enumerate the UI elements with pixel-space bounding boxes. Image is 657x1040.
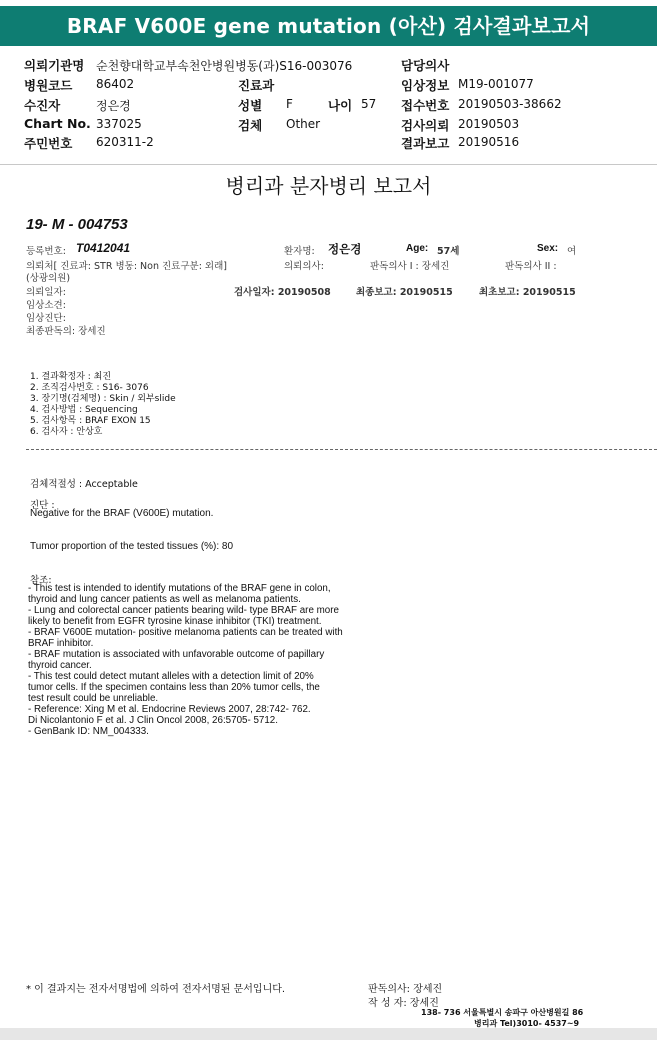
clinical-info-label: 임상정보 bbox=[401, 78, 450, 93]
age-value: 57 bbox=[361, 97, 377, 111]
e-signature-note: * 이 결과지는 전자서명법에 의하여 전자서명된 문서입니다. bbox=[26, 984, 286, 995]
specimen-label: 검체 bbox=[238, 118, 263, 133]
bottom-bar bbox=[0, 1028, 657, 1040]
header-divider bbox=[0, 164, 657, 165]
exam-date: 검사일자: 20190508 bbox=[234, 287, 331, 298]
resident-no-value: 620311-2 bbox=[96, 135, 154, 149]
final-reader: 최종판독의: 장세진 bbox=[26, 326, 106, 337]
report-date-label: 결과보고 bbox=[401, 136, 450, 151]
chart-no-value: 337025 bbox=[96, 117, 142, 131]
item-2: 2. 조직검사번호 : S16- 3076 bbox=[30, 383, 149, 393]
note-line-6: BRAF inhibitor. bbox=[28, 638, 94, 649]
sex-value-2: 여 bbox=[567, 246, 577, 257]
tumor-proportion: Tumor proportion of the tested tissues (%): 80 bbox=[30, 541, 234, 552]
clinical-diagnosis-label: 임상진단: bbox=[26, 313, 66, 324]
referral-date-label: 의뢰일자: bbox=[26, 287, 66, 298]
accession-no-label: 접수번호 bbox=[401, 98, 450, 113]
report-banner-title: BRAF V600E gene mutation (아산) 검사결과보고서 bbox=[66, 14, 591, 38]
registration-value: T0412041 bbox=[76, 241, 131, 255]
pathologist-2: 판독의사 II : bbox=[505, 261, 557, 272]
department-label: 진료과 bbox=[238, 78, 275, 93]
age-label-2: Age: bbox=[406, 243, 429, 254]
note-line-12: - Reference: Xing M et al. Endocrine Reviews 2007, 28:742- 762. bbox=[28, 704, 311, 715]
footer-pathologist: 판독의사: 장세진 bbox=[368, 984, 443, 995]
patient-name-value: 정은경 bbox=[328, 242, 362, 256]
request-date-label: 검사의뢰 bbox=[401, 118, 450, 133]
request-date-value: 20190503 bbox=[458, 117, 520, 131]
institution-value: 순천향대학교부속천안병원병동(과)S16-003076 bbox=[96, 59, 353, 73]
final-report-date: 최종보고: 20190515 bbox=[356, 287, 453, 298]
referring-doctor-label: 의뢰의사: bbox=[284, 261, 324, 272]
hospital-code-label: 병원코드 bbox=[24, 78, 73, 93]
diagnosis-text: Negative for the BRAF (V600E) mutation. bbox=[30, 508, 214, 519]
sex-label: 성별 bbox=[238, 98, 263, 113]
note-line-2: thyroid and lung cancer patients as well as melanoma patients. bbox=[28, 594, 301, 605]
note-line-9: - This test could detect mutant alleles with a detection limit of 20% bbox=[28, 671, 314, 682]
patient-name-label: 환자명: bbox=[284, 246, 315, 257]
note-line-11: test result could be unreliable. bbox=[28, 693, 159, 704]
referrer-line: 의뢰처[ 진료과: STR 병동: Non 진료구분: 외래] bbox=[26, 261, 227, 272]
clinical-info-value: M19-001077 bbox=[458, 77, 534, 91]
report-title: 병리과 분자병리 보고서 bbox=[225, 174, 432, 198]
specimen-adequacy: 검체적절성 : Acceptable bbox=[30, 479, 138, 490]
note-line-5: - BRAF V600E mutation- positive melanoma patients can be treated with bbox=[28, 627, 343, 638]
item-4: 4. 검사방법 : Sequencing bbox=[30, 405, 138, 415]
sex-label-2: Sex: bbox=[537, 243, 559, 254]
note-line-4: likely to benefit from EGFR tyrosine kinase inhibitor (TKI) treatment. bbox=[28, 616, 322, 627]
pathologist-1: 판독의사 I : 장세진 bbox=[370, 261, 450, 272]
first-report-date: 최초보고: 20190515 bbox=[479, 287, 576, 298]
referrer-continued: (상광의원) bbox=[26, 273, 71, 284]
note-line-1: - This test is intended to identify mutations of the BRAF gene in colon, bbox=[28, 583, 331, 594]
item-1: 1. 결과확정자 : 최진 bbox=[30, 372, 112, 382]
clinical-findings-label: 임상소견: bbox=[26, 300, 66, 311]
attending-doctor-label: 담당의사 bbox=[401, 58, 450, 73]
note-line-7: - BRAF mutation is associated with unfavorable outcome of papillary bbox=[28, 649, 325, 660]
note-line-8: thyroid cancer. bbox=[28, 660, 92, 671]
sex-value: F bbox=[286, 97, 293, 111]
item-6: 6. 검사자 : 안상호 bbox=[30, 427, 103, 437]
footer-phone: 병리과 Tel)3010- 4537~9 bbox=[474, 1019, 580, 1028]
case-number: 19- M - 004753 bbox=[26, 216, 128, 233]
note-line-10: tumor cells. If the specimen contains less than 20% tumor cells, the bbox=[28, 682, 320, 693]
note-line-3: - Lung and colorectal cancer patients bearing wild- type BRAF are more bbox=[28, 605, 339, 616]
note-line-14: - GenBank ID: NM_004333. bbox=[28, 726, 149, 737]
patient-value: 정은경 bbox=[96, 99, 131, 113]
section-divider bbox=[26, 449, 657, 450]
resident-no-label: 주민번호 bbox=[24, 136, 73, 151]
chart-no-label: Chart No. bbox=[24, 116, 91, 131]
report-date-value: 20190516 bbox=[458, 135, 520, 149]
age-value-2: 57세 bbox=[437, 246, 460, 257]
item-3: 3. 장기명(검체명) : Skin / 외부slide bbox=[30, 394, 176, 404]
registration-label: 등록번호: bbox=[26, 246, 66, 257]
institution-label: 의뢰기관명 bbox=[24, 58, 85, 73]
note-line-13: Di Nicolantonio F et al. J Clin Oncol 2008, 26:5705- 5712. bbox=[28, 715, 278, 726]
hospital-code-value: 86402 bbox=[96, 77, 135, 91]
footer-address: 138- 736 서울특별시 송파구 아산병원길 86 bbox=[421, 1008, 584, 1017]
age-label: 나이 bbox=[328, 98, 353, 113]
patient-label: 수진자 bbox=[24, 98, 61, 113]
footer-author: 작 성 자: 장세진 bbox=[368, 998, 439, 1009]
item-5: 5. 검사항목 : BRAF EXON 15 bbox=[30, 416, 151, 426]
specimen-value: Other bbox=[286, 117, 321, 131]
diagnosis-label: 진단 : bbox=[30, 500, 55, 511]
accession-no-value: 20190503-38662 bbox=[458, 97, 562, 111]
reference-label: 참조: bbox=[30, 575, 52, 586]
